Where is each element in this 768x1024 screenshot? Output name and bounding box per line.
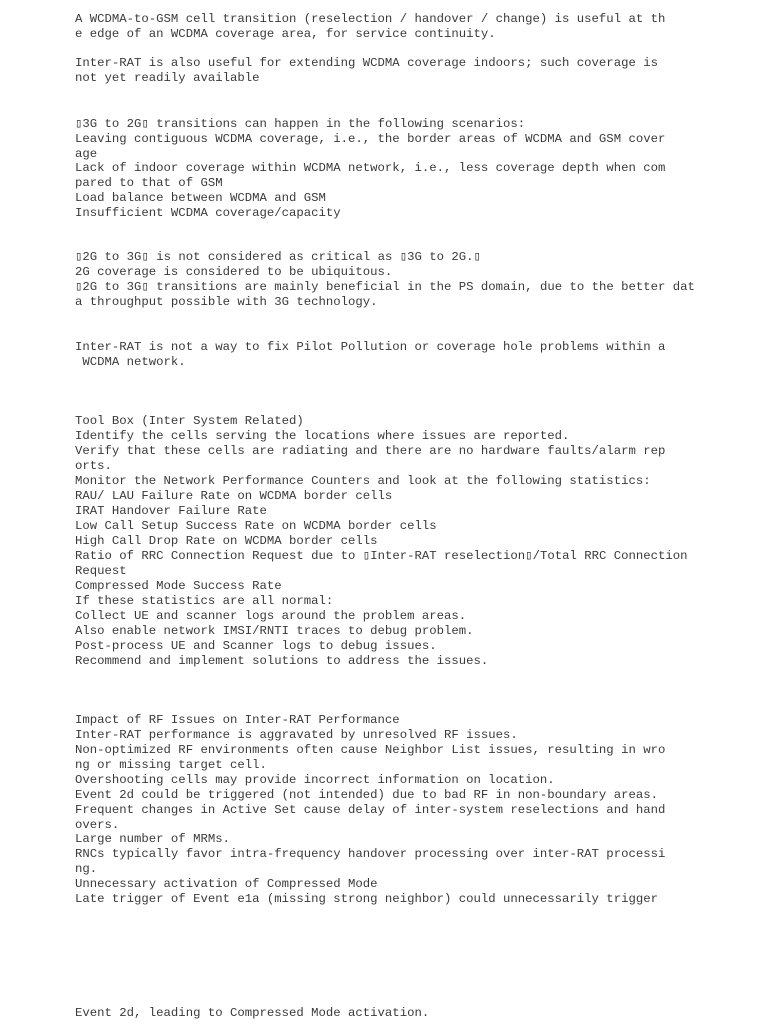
text-line: Verify that these cells are radiating and there are no hardware faults/alarm rep bbox=[75, 444, 666, 458]
text-line: ▯3G to 2G▯ transitions can happen in the following scenarios: bbox=[75, 117, 526, 131]
text-line: Event 2d, leading to Compressed Mode activation. bbox=[75, 1006, 430, 1020]
section-heading: Tool Box (Inter System Related) bbox=[75, 414, 304, 428]
text-line: Late trigger of Event e1a (missing strong neighbor) could unnecessarily trigger bbox=[75, 892, 658, 906]
text-line: orts. bbox=[75, 459, 112, 473]
text-line: Leaving contiguous WCDMA coverage, i.e., the border areas of WCDMA and GSM cover bbox=[75, 132, 666, 146]
text-line: Collect UE and scanner logs around the problem areas. bbox=[75, 609, 467, 623]
text-line: Load balance between WCDMA and GSM bbox=[75, 191, 326, 205]
section-heading: Impact of RF Issues on Inter-RAT Performance bbox=[75, 713, 400, 727]
text-line: Large number of MRMs. bbox=[75, 832, 230, 846]
text-line: WCDMA network. bbox=[75, 355, 186, 369]
text-line: Recommend and implement solutions to address the issues. bbox=[75, 654, 489, 668]
text-line: a throughput possible with 3G technology. bbox=[75, 295, 378, 309]
text-line: e edge of an WCDMA coverage area, for service continuity. bbox=[75, 27, 496, 41]
text-line: High Call Drop Rate on WCDMA border cells bbox=[75, 534, 378, 548]
text-line: ng. bbox=[75, 862, 98, 876]
text-line: Inter-RAT is not a way to fix Pilot Pollution or coverage hole problems within a bbox=[75, 340, 666, 354]
text-line: Identify the cells serving the locations where issues are reported. bbox=[75, 429, 570, 443]
text-line: not yet readily available bbox=[75, 71, 260, 85]
text-line: Request bbox=[75, 564, 127, 578]
text-line: RNCs typically favor intra-frequency handover processing over inter-RAT processi bbox=[75, 847, 666, 861]
text-line: ▯2G to 3G▯ transitions are mainly beneficial in the PS domain, due to the better dat bbox=[75, 280, 695, 294]
text-line: Frequent changes in Active Set cause delay of inter-system reselections and hand bbox=[75, 803, 666, 817]
text-line: Inter-RAT is also useful for extending WCDMA coverage indoors; such coverage is bbox=[75, 56, 658, 70]
text-line: Ratio of RRC Connection Request due to ▯Inter-RAT reselection▯/Total RRC Connection bbox=[75, 549, 688, 563]
text-line: Non-optimized RF environments often cause Neighbor List issues, resulting in wro bbox=[75, 743, 666, 757]
text-line: Event 2d could be triggered (not intended) due to bad RF in non-boundary areas. bbox=[75, 788, 658, 802]
text-line: Insufficient WCDMA coverage/capacity bbox=[75, 206, 341, 220]
text-line: Overshooting cells may provide incorrect information on location. bbox=[75, 773, 555, 787]
text-line: A WCDMA-to-GSM cell transition (reselection / handover / change) is useful at th bbox=[75, 12, 666, 26]
text-line: IRAT Handover Failure Rate bbox=[75, 504, 267, 518]
text-line: If these statistics are all normal: bbox=[75, 594, 334, 608]
text-line: ng or missing target cell. bbox=[75, 758, 267, 772]
text-line: Inter-RAT performance is aggravated by unresolved RF issues. bbox=[75, 728, 518, 742]
text-line: Post-process UE and Scanner logs to debug issues. bbox=[75, 639, 437, 653]
text-line: Also enable network IMSI/RNTI traces to debug problem. bbox=[75, 624, 474, 638]
text-line: Monitor the Network Performance Counters and look at the following statistics: bbox=[75, 474, 651, 488]
text-line: pared to that of GSM bbox=[75, 176, 223, 190]
text-line: Unnecessary activation of Compressed Mode bbox=[75, 877, 378, 891]
text-line: Lack of indoor coverage within WCDMA network, i.e., less coverage depth when com bbox=[75, 161, 666, 175]
text-line: RAU/ LAU Failure Rate on WCDMA border cells bbox=[75, 489, 393, 503]
text-line: age bbox=[75, 147, 98, 161]
text-line: 2G coverage is considered to be ubiquitous. bbox=[75, 265, 393, 279]
text-line: ▯2G to 3G▯ is not considered as critical as ▯3G to 2G.▯ bbox=[75, 250, 481, 264]
text-line: overs. bbox=[75, 818, 120, 832]
text-line: Compressed Mode Success Rate bbox=[75, 579, 282, 593]
text-line: Low Call Setup Success Rate on WCDMA border cells bbox=[75, 519, 437, 533]
